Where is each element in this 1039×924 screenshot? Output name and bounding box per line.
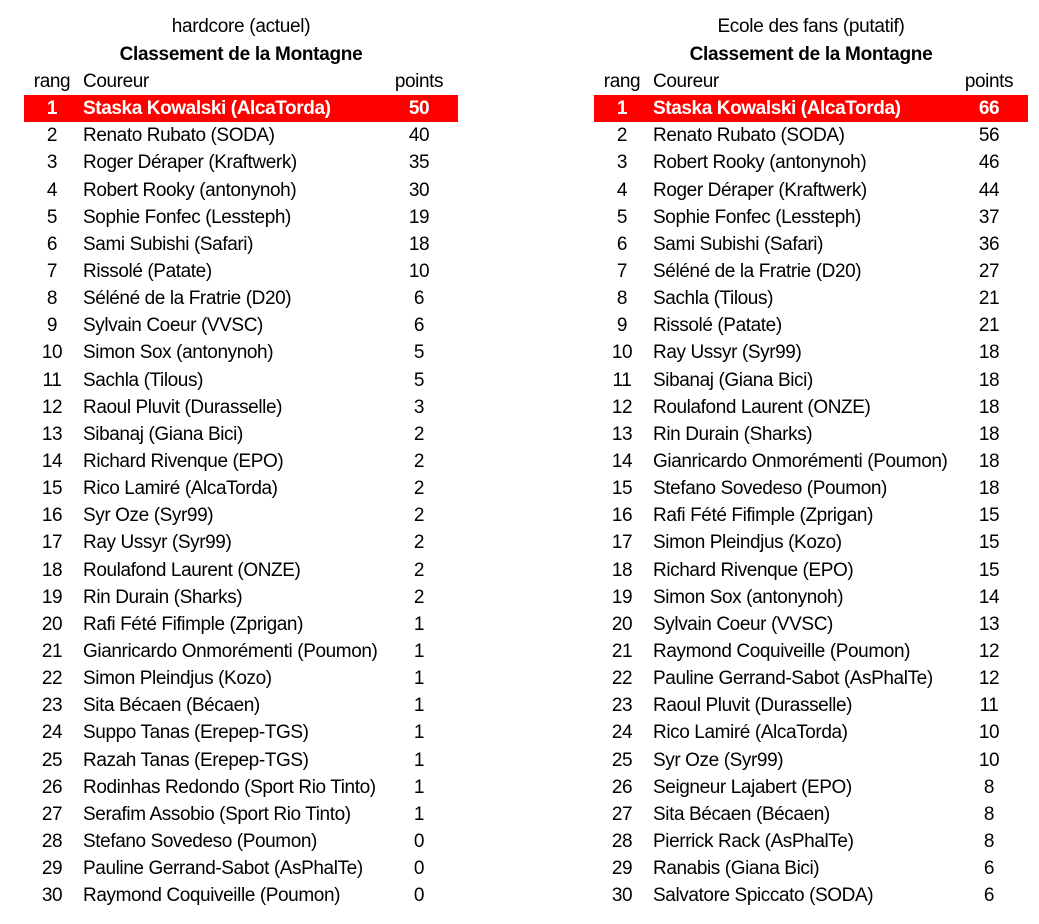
table-row (594, 394, 1028, 421)
rider-cell: Raoul Pluvit (Durasselle) (653, 695, 853, 717)
rank-cell: 6 (616, 233, 628, 255)
points-cell: 21 (978, 315, 1000, 337)
rank-cell: 19 (41, 586, 63, 608)
rank-cell: 20 (611, 613, 633, 635)
points-cell: 30 (408, 179, 430, 201)
table-row (594, 177, 1028, 204)
header-rang: rang (603, 71, 641, 93)
table-row (24, 584, 458, 611)
rank-cell: 4 (616, 179, 628, 201)
rider-cell: Raymond Coquiveille (Poumon) (653, 641, 911, 663)
rank-cell: 5 (46, 206, 58, 228)
table-row (594, 774, 1028, 801)
table-row (24, 882, 458, 909)
rank-cell: 29 (41, 858, 63, 880)
rider-cell: Rissolé (Patate) (653, 315, 782, 337)
points-cell: 11 (979, 695, 999, 717)
rider-cell: Robert Rooky (antonynoh) (83, 179, 297, 201)
points-cell: 10 (978, 749, 1000, 771)
rank-cell: 30 (41, 885, 63, 907)
rank-cell: 1 (594, 95, 650, 122)
rider-cell: Stefano Sovedeso (Poumon) (653, 478, 887, 500)
header-coureur: Coureur (653, 71, 719, 93)
table-row (594, 665, 1028, 692)
rider-cell: Sachla (Tilous) (653, 288, 774, 310)
table-row (594, 475, 1028, 502)
rank-cell: 18 (41, 559, 63, 581)
table-header-row (594, 68, 1028, 95)
rank-cell: 22 (611, 668, 633, 690)
panel-title: Classement de la Montagne (119, 44, 363, 65)
rider-cell: Rissolé (Patate) (83, 261, 212, 283)
rider-cell: Renato Rubato (SODA) (83, 125, 275, 147)
table-row (24, 258, 458, 285)
points-cell: 10 (408, 261, 430, 283)
rank-cell: 3 (46, 152, 58, 174)
table-row (24, 747, 458, 774)
rank-cell: 16 (611, 505, 633, 527)
table-row (594, 149, 1028, 176)
table-row (594, 584, 1028, 611)
rider-cell: Suppo Tanas (Erepep-TGS) (83, 722, 309, 744)
rider-cell: Sophie Fonfec (Lessteph) (653, 206, 861, 228)
points-cell: 21 (978, 288, 1000, 310)
rank-cell: 17 (611, 532, 633, 554)
rider-cell: Pierrick Rack (AsPhalTe) (653, 831, 854, 852)
rider-cell: Ray Ussyr (Syr99) (83, 532, 232, 554)
table-row (24, 774, 458, 801)
points-cell: 1 (413, 722, 425, 744)
points-cell: 8 (983, 831, 995, 852)
points-cell: 6 (413, 315, 425, 337)
points-cell: 12 (978, 668, 1000, 690)
table-row (594, 95, 1028, 122)
rank-cell: 7 (616, 261, 628, 283)
ranking-table (594, 68, 1028, 909)
points-cell: 18 (978, 451, 1000, 473)
points-cell: 19 (408, 206, 430, 228)
rider-cell: Staska Kowalski (AlcaTorda) (80, 95, 380, 122)
rider-cell: Gianricardo Onmorémenti (Poumon) (83, 641, 378, 663)
rider-cell: Roulafond Laurent (ONZE) (83, 559, 301, 581)
points-cell: 1 (413, 695, 425, 717)
table-row (594, 448, 1028, 475)
points-cell: 36 (978, 233, 1000, 255)
rank-cell: 11 (42, 369, 62, 391)
rider-cell: Serafim Assobio (Sport Rio Tinto) (83, 803, 351, 825)
points-cell: 18 (408, 233, 430, 255)
rider-cell: Roger Déraper (Kraftwerk) (653, 179, 867, 201)
panel-subtitle: Ecole des fans (putatif) (717, 16, 905, 37)
rider-cell: Simon Pleindjus (Kozo) (653, 532, 842, 554)
table-row (24, 421, 458, 448)
points-cell: 1 (413, 749, 425, 771)
rank-cell: 8 (46, 288, 58, 310)
table-row (594, 801, 1028, 828)
rank-cell: 11 (612, 369, 632, 391)
rider-cell: Rafi Fété Fifimple (Zprigan) (653, 505, 874, 527)
table-row (24, 719, 458, 746)
points-cell: 2 (413, 423, 425, 445)
rider-cell: Roulafond Laurent (ONZE) (653, 396, 871, 418)
table-row (24, 475, 458, 502)
rank-cell: 2 (46, 125, 58, 147)
table-row (594, 122, 1028, 149)
points-cell: 2 (413, 586, 425, 608)
table-row (24, 231, 458, 258)
rank-cell: 19 (611, 586, 633, 608)
rank-cell: 29 (611, 858, 633, 880)
rank-cell: 6 (46, 233, 58, 255)
points-cell: 13 (978, 613, 1000, 635)
rider-cell: Sita Bécaen (Bécaen) (653, 803, 830, 825)
points-cell: 1 (413, 613, 425, 635)
rank-cell: 9 (616, 315, 628, 337)
rank-cell: 24 (611, 722, 633, 744)
ranking-rows (24, 95, 458, 909)
rider-cell: Stefano Sovedeso (Poumon) (83, 831, 317, 852)
rank-cell: 10 (41, 342, 63, 364)
table-row (594, 719, 1028, 746)
rank-cell: 23 (41, 695, 63, 717)
rider-cell: Sylvain Coeur (VVSC) (653, 613, 833, 635)
header-rang: rang (33, 71, 71, 93)
rank-cell: 4 (46, 179, 58, 201)
rider-cell: Rico Lamiré (AlcaTorda) (83, 478, 278, 500)
table-row (594, 231, 1028, 258)
table-row (24, 638, 458, 665)
rider-cell: Simon Pleindjus (Kozo) (83, 668, 272, 690)
table-row (594, 339, 1028, 366)
points-cell: 27 (978, 261, 1000, 283)
rank-cell: 13 (611, 423, 633, 445)
rider-cell: Rodinhas Redondo (Sport Rio Tinto) (83, 776, 376, 798)
table-row (594, 747, 1028, 774)
rank-cell: 25 (611, 749, 633, 771)
rider-cell: Renato Rubato (SODA) (653, 125, 845, 147)
table-row (24, 177, 458, 204)
points-cell: 15 (978, 559, 1000, 581)
table-row (24, 828, 458, 855)
table-row (24, 692, 458, 719)
points-cell: 1 (413, 803, 425, 825)
points-cell: 10 (978, 722, 1000, 744)
header-points: points (964, 71, 1014, 93)
rider-cell: Staska Kowalski (AlcaTorda) (650, 95, 950, 122)
points-cell: 2 (413, 559, 425, 581)
rank-cell: 18 (611, 559, 633, 581)
points-cell: 18 (978, 396, 1000, 418)
table-row (594, 421, 1028, 448)
rank-cell: 25 (41, 749, 63, 771)
table-row (24, 529, 458, 556)
table-row (24, 285, 458, 312)
rank-cell: 5 (616, 206, 628, 228)
points-cell: 2 (413, 505, 425, 527)
rank-cell: 12 (41, 396, 63, 418)
rank-cell: 30 (611, 885, 633, 907)
table-row (24, 855, 458, 882)
rank-cell: 28 (41, 831, 63, 852)
rider-cell: Raymond Coquiveille (Poumon) (83, 885, 341, 907)
table-row (24, 611, 458, 638)
table-row (24, 448, 458, 475)
rider-cell: Syr Oze (Syr99) (653, 749, 784, 771)
points-cell: 18 (978, 423, 1000, 445)
table-row (594, 557, 1028, 584)
rank-cell: 13 (41, 423, 63, 445)
table-row (24, 204, 458, 231)
points-cell: 44 (978, 179, 1000, 201)
table-row (594, 367, 1028, 394)
points-cell: 15 (978, 505, 1000, 527)
rider-cell: Simon Sox (antonynoh) (653, 586, 844, 608)
table-row (24, 149, 458, 176)
rider-cell: Roger Déraper (Kraftwerk) (83, 152, 297, 174)
table-row (594, 204, 1028, 231)
rank-cell: 26 (611, 776, 633, 798)
table-row (594, 502, 1028, 529)
rank-cell: 15 (41, 478, 63, 500)
rider-cell: Simon Sox (antonynoh) (83, 342, 274, 364)
points-cell: 12 (978, 641, 1000, 663)
ranking-panel-ecole-des-fans (594, 13, 1028, 909)
table-header-row (24, 68, 458, 95)
rider-cell: Sophie Fonfec (Lessteph) (83, 206, 291, 228)
points-cell: 3 (413, 396, 425, 418)
rider-cell: Gianricardo Onmorémenti (Poumon) (653, 451, 948, 473)
rank-cell: 21 (611, 641, 633, 663)
rider-cell: Richard Rivenque (EPO) (653, 559, 854, 581)
points-cell: 6 (983, 885, 995, 907)
rider-cell: Sami Subishi (Safari) (653, 233, 824, 255)
table-row (594, 529, 1028, 556)
points-cell: 50 (380, 95, 458, 122)
rider-cell: Rin Durain (Sharks) (653, 423, 813, 445)
points-cell: 0 (413, 831, 425, 852)
points-cell: 66 (950, 95, 1028, 122)
rider-cell: Salvatore Spiccato (SODA) (653, 885, 874, 907)
panel-title: Classement de la Montagne (689, 44, 933, 65)
rank-cell: 22 (41, 668, 63, 690)
rank-cell: 3 (616, 152, 628, 174)
rider-cell: Rico Lamiré (AlcaTorda) (653, 722, 848, 744)
rider-cell: Séléné de la Fratrie (D20) (653, 261, 862, 283)
table-row (24, 367, 458, 394)
table-row (24, 801, 458, 828)
ranking-table (24, 68, 458, 909)
rider-cell: Sibanaj (Giana Bici) (83, 423, 243, 445)
rank-cell: 14 (41, 451, 63, 473)
points-cell: 15 (978, 532, 1000, 554)
table-row (24, 122, 458, 149)
rider-cell: Séléné de la Fratrie (D20) (83, 288, 292, 310)
points-cell: 2 (413, 532, 425, 554)
rider-cell: Pauline Gerrand-Sabot (AsPhalTe) (653, 668, 933, 690)
points-cell: 18 (978, 342, 1000, 364)
points-cell: 18 (978, 369, 1000, 391)
table-row (594, 855, 1028, 882)
points-cell: 40 (408, 125, 430, 147)
rider-cell: Sami Subishi (Safari) (83, 233, 254, 255)
table-row (594, 828, 1028, 855)
header-points: points (394, 71, 444, 93)
table-row (24, 665, 458, 692)
rank-cell: 26 (41, 776, 63, 798)
rank-cell: 9 (46, 315, 58, 337)
points-cell: 5 (413, 369, 425, 391)
rider-cell: Ranabis (Giana Bici) (653, 858, 820, 880)
points-cell: 2 (413, 478, 425, 500)
rank-cell: 2 (616, 125, 628, 147)
points-cell: 5 (413, 342, 425, 364)
points-cell: 6 (983, 858, 995, 880)
table-row (594, 312, 1028, 339)
table-row (594, 882, 1028, 909)
rank-cell: 15 (611, 478, 633, 500)
rank-cell: 1 (24, 95, 80, 122)
rider-cell: Sylvain Coeur (VVSC) (83, 315, 263, 337)
points-cell: 0 (413, 858, 425, 880)
rank-cell: 16 (41, 505, 63, 527)
points-cell: 37 (978, 206, 1000, 228)
rank-cell: 14 (611, 451, 633, 473)
rider-cell: Rin Durain (Sharks) (83, 586, 243, 608)
rider-cell: Richard Rivenque (EPO) (83, 451, 284, 473)
ranking-panel-hardcore (24, 13, 458, 909)
points-cell: 46 (978, 152, 1000, 174)
ranking-rows (594, 95, 1028, 909)
rank-cell: 23 (611, 695, 633, 717)
rider-cell: Sachla (Tilous) (83, 369, 204, 391)
rank-cell: 27 (611, 803, 633, 825)
rider-cell: Seigneur Lajabert (EPO) (653, 776, 852, 798)
rider-cell: Raoul Pluvit (Durasselle) (83, 396, 283, 418)
rider-cell: Sibanaj (Giana Bici) (653, 369, 813, 391)
rank-cell: 21 (41, 641, 63, 663)
points-cell: 2 (413, 451, 425, 473)
points-cell: 0 (413, 885, 425, 907)
rank-cell: 12 (611, 396, 633, 418)
rider-cell: Pauline Gerrand-Sabot (AsPhalTe) (83, 858, 363, 880)
table-row (24, 557, 458, 584)
rank-cell: 10 (611, 342, 633, 364)
points-cell: 1 (413, 776, 425, 798)
rank-cell: 8 (616, 288, 628, 310)
points-cell: 35 (408, 152, 430, 174)
points-cell: 18 (978, 478, 1000, 500)
points-cell: 8 (983, 776, 995, 798)
rider-cell: Syr Oze (Syr99) (83, 505, 214, 527)
table-row (594, 611, 1028, 638)
points-cell: 6 (413, 288, 425, 310)
header-coureur: Coureur (83, 71, 149, 93)
points-cell: 14 (978, 586, 1000, 608)
table-row (594, 285, 1028, 312)
table-row (24, 394, 458, 421)
rank-cell: 7 (46, 261, 58, 283)
rider-cell: Rafi Fété Fifimple (Zprigan) (83, 613, 304, 635)
points-cell: 8 (983, 803, 995, 825)
table-row (594, 692, 1028, 719)
table-row (594, 638, 1028, 665)
points-cell: 1 (413, 668, 425, 690)
table-row (24, 339, 458, 366)
rider-cell: Robert Rooky (antonynoh) (653, 152, 867, 174)
rank-cell: 28 (611, 831, 633, 852)
rank-cell: 17 (41, 532, 63, 554)
table-row (24, 502, 458, 529)
points-cell: 1 (413, 641, 425, 663)
rank-cell: 27 (41, 803, 63, 825)
panel-subtitle: hardcore (actuel) (171, 16, 311, 37)
rider-cell: Razah Tanas (Erepep-TGS) (83, 749, 309, 771)
rider-cell: Ray Ussyr (Syr99) (653, 342, 802, 364)
rank-cell: 24 (41, 722, 63, 744)
table-row (24, 95, 458, 122)
table-row (594, 258, 1028, 285)
rank-cell: 20 (41, 613, 63, 635)
rider-cell: Sita Bécaen (Bécaen) (83, 695, 260, 717)
points-cell: 56 (978, 125, 1000, 147)
table-row (24, 312, 458, 339)
